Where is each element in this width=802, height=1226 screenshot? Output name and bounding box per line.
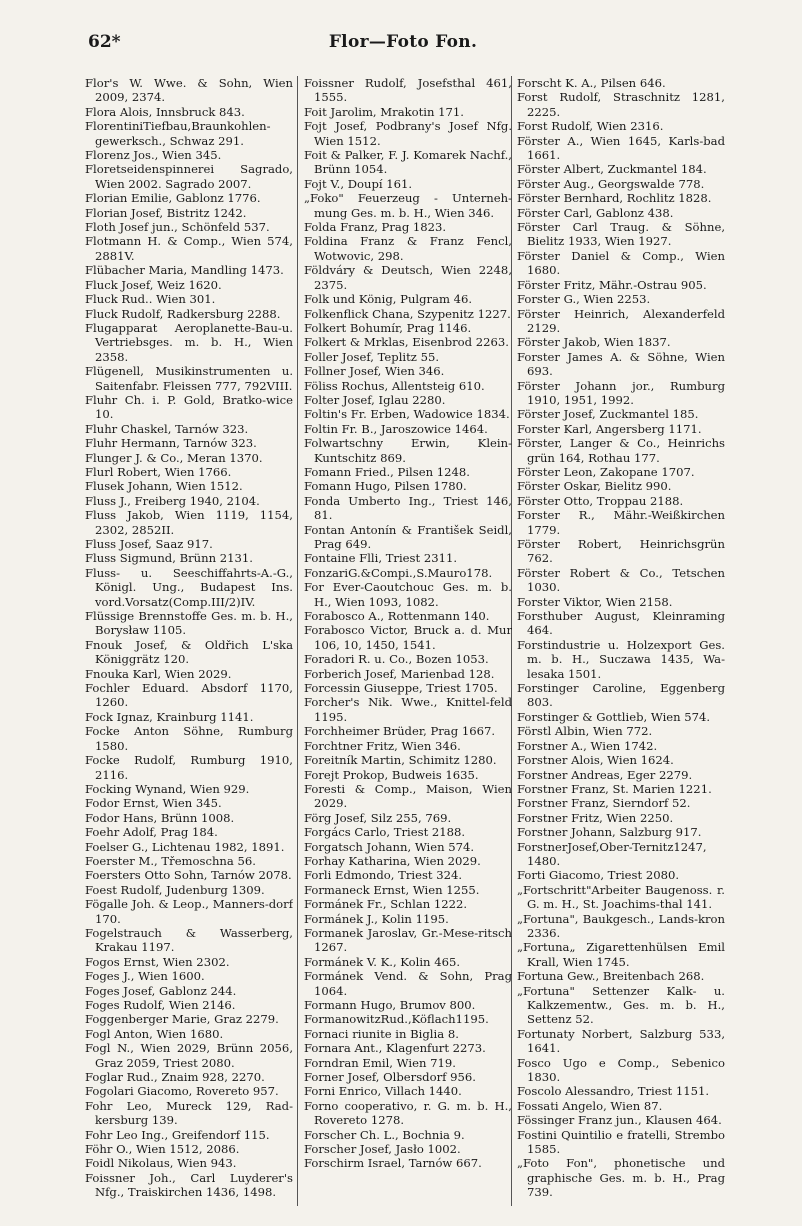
directory-entry: Forster G., Wien 2253. — [517, 292, 651, 307]
directory-entry: Forstner Fritz, Wien 2250. — [517, 810, 674, 825]
directory-entry: Forno cooperativo, r. G. m. b. H., Rovereto 1278. — [304, 1098, 512, 1128]
directory-entry: Forst Rudolf, Wien 2316. — [517, 119, 664, 134]
directory-entry: Forstner Alois, Wien 1624. — [517, 753, 674, 768]
directory-entry: Förster Johann jor., Rumburg 1910, 1951, 1992. — [517, 378, 725, 407]
directory-entry: Formánek Fr., Schlan 1222. — [304, 897, 468, 912]
directory-entry: Foglar Rud., Znaim 928, 2270. — [85, 1070, 265, 1085]
directory-entry: Forscher Josef, Jasło 1002. — [304, 1142, 461, 1157]
directory-entry: Fössinger Franz jun., Klausen 464. — [517, 1113, 722, 1128]
column-1 — [85, 76, 293, 1206]
directory-entry: Foidl Nikolaus, Wien 943. — [85, 1156, 237, 1171]
directory-entry: Fodor Ernst, Wien 345. — [85, 796, 222, 811]
directory-entry: Foit & Palker, F. J. Komarek Nachf., Brünn 1054. — [304, 148, 512, 177]
directory-entry: Förster Aug., Georgswalde 778. — [517, 176, 705, 191]
directory-entry: Forni Enrico, Villach 1440. — [304, 1084, 462, 1099]
directory-entry: Fluck Josef, Weiz 1620. — [85, 277, 222, 292]
directory-entry: Förster Daniel & Comp., Wien 1680. — [517, 248, 725, 278]
directory-entry: Foltin Fr. B., Jaroszowice 1464. — [304, 421, 488, 436]
directory-entry: ForstnerJosef,Ober-Ternitz1247, 1480. — [517, 839, 707, 868]
directory-entry: Forscher Ch. L., Bochnia 9. — [304, 1127, 465, 1142]
directory-entry: Fogos Ernst, Wien 2302. — [85, 954, 230, 969]
directory-entry: Förster Fritz, Mähr.-Ostrau 905. — [517, 277, 707, 292]
page-title: Flor—Foto Fon. — [328, 32, 478, 52]
directory-entry: Forti Giacomo, Triest 2080. — [517, 868, 680, 883]
directory-entry: Fluhr Hermann, Tarnów 323. — [85, 436, 257, 451]
directory-entry: Förster Robert & Co., Tetschen 1030. — [517, 565, 725, 595]
directory-entry: Foldina Franz & Franz Fencl, Wotwovic, 298. — [304, 234, 512, 263]
directory-entry: Forchheimer Brüder, Prag 1667. — [304, 724, 496, 739]
directory-entry: Folda Franz, Prag 1823. — [304, 220, 447, 235]
directory-entry: Forstinger & Gottlieb, Wien 574. — [517, 709, 711, 724]
directory-entry: Fohr Leo Ing., Greifendorf 115. — [85, 1127, 270, 1142]
directory-entry: Fluss J., Freiberg 1940, 2104. — [85, 493, 260, 508]
directory-entry: Flüssige Brennstoffe Ges. m. b. H., Borysław 1105. — [85, 609, 293, 638]
directory-entry: Förster Otto, Troppau 2188. — [517, 493, 684, 508]
directory-entry: Fohr Leo, Mureck 129, Rad-kersburg 139. — [85, 1098, 293, 1128]
directory-entry: Förster Carl, Gablonz 438. — [517, 205, 674, 220]
directory-entry: Florian Emilie, Gablonz 1776. — [85, 191, 261, 206]
directory-entry: Fluss Josef, Saaz 917. — [85, 537, 213, 551]
directory-entry: Forschirm Israel, Tarnów 667. — [304, 1156, 482, 1171]
directory-entry: Fock Ignaz, Krainburg 1141. — [85, 709, 254, 724]
directory-entry: Fogl Anton, Wien 1680. — [85, 1026, 224, 1041]
directory-entry: Fnouk Josef, & Oldřich L'ska Königgrätz 120. — [85, 637, 293, 667]
directory-entry: Foest Rudolf, Judenburg 1309. — [85, 882, 265, 897]
directory-entry: Folk und König, Pulgram 46. — [304, 292, 473, 307]
directory-entry: Florian Josef, Bistritz 1242. — [85, 205, 247, 220]
directory-entry: Fluck Rud.. Wien 301. — [85, 292, 216, 307]
directory-entry: Forgács Carlo, Triest 2188. — [304, 825, 466, 840]
directory-entry: Fosco Ugo e Comp., Sebenico 1830. — [517, 1055, 725, 1085]
directory-entry: „Foto Fon", phonetische und graphische Ges. m. b. H., Prag 739. — [517, 1156, 725, 1200]
directory-entry: Forstner A., Wien 1742. — [517, 738, 658, 753]
directory-entry: Foissner Rudolf, Josefsthal 461, 1555. — [304, 76, 512, 105]
directory-entry: Fomann Fried., Pilsen 1248. — [304, 464, 470, 479]
directory-entry: Fluck Rudolf, Radkersburg 2288. — [85, 306, 281, 321]
directory-entry: Förster, Langer & Co., Heinrichs grün 164, Rothau 177. — [517, 436, 725, 465]
directory-entry: Forcessin Giuseppe, Triest 1705. — [304, 681, 498, 696]
directory-entry: Fomann Hugo, Pilsen 1780. — [304, 479, 467, 494]
directory-entry: Forster R., Mähr.-Weißkirchen 1779. — [517, 508, 725, 537]
directory-entry: Fogolari Giacomo, Rovereto 957. — [85, 1084, 279, 1099]
directory-entry: FormanowitzRud.,Köflach1195. — [304, 1012, 489, 1027]
directory-entry: Foit Jarolim, Mrakotin 171. — [304, 104, 464, 119]
directory-entry: Folkenflick Chana, Szypenitz 1227. — [304, 306, 511, 321]
directory-entry: Follner Josef, Wien 346. — [304, 364, 445, 379]
directory-entry: Folkert & Mrklas, Eisenbrod 2263. — [304, 335, 509, 350]
directory-entry: Folwartschny Erwin, Klein-Kuntschitz 869. — [304, 436, 512, 465]
directory-entry: Flora Alois, Innsbruck 843. — [85, 104, 245, 119]
directory-entry: Forscht K. A., Pilsen 646. — [517, 76, 666, 90]
directory-entry: Forejt Prokop, Budweis 1635. — [304, 767, 479, 782]
page-header — [88, 32, 718, 54]
directory-entry: Forst Rudolf, Straschnitz 1281, 2225. — [517, 90, 725, 119]
directory-entry: Förster A., Wien 1645, Karls-bad 1661. — [517, 133, 725, 163]
directory-entry: Formánek V. K., Kolin 465. — [304, 954, 461, 969]
directory-entry: Förstl Albin, Wien 772. — [517, 724, 653, 739]
directory-entry: Forstner Andreas, Eger 2279. — [517, 767, 693, 782]
directory-entry: Focke Anton Söhne, Rumburg 1580. — [85, 724, 293, 753]
directory-entry: Flunger J. & Co., Meran 1370. — [85, 450, 263, 465]
directory-entry: Fojt V., Doupí 161. — [304, 176, 413, 191]
directory-entry: Forcher's Nik. Wwe., Knittel-feld 1195. — [304, 695, 512, 724]
directory-entry: Fluhr Ch. i. P. Gold, Bratko-wice 10. — [85, 392, 293, 422]
directory-entry: Förg Josef, Silz 255, 769. — [304, 810, 452, 825]
directory-entry: Formaneck Ernst, Wien 1255. — [304, 882, 480, 897]
directory-entry: Foges J., Wien 1600. — [85, 969, 205, 984]
directory-columns — [85, 76, 725, 1206]
directory-entry: Floth Josef jun., Schönfeld 537. — [85, 220, 270, 235]
directory-entry: Forhay Katharina, Wien 2029. — [304, 853, 481, 868]
directory-entry: Floretseidenspinnerei Sagrado, Wien 2002. Sagrado 2007. — [85, 162, 293, 191]
directory-entry: Forster James A. & Söhne, Wien 693. — [517, 349, 725, 379]
directory-entry: Fortunaty Norbert, Salzburg 533, 1641. — [517, 1026, 725, 1056]
directory-entry: Fnouka Karl, Wien 2029. — [85, 666, 232, 681]
directory-entry: Formann Hugo, Brumov 800. — [304, 998, 476, 1012]
directory-entry: Fogelstrauch & Wasserberg, Krakau 1197. — [85, 925, 293, 955]
directory-entry: Foelser G., Lichtenau 1982, 1891. — [85, 839, 285, 854]
directory-entry: Flotmann H. & Comp., Wien 574, 2881V. — [85, 234, 293, 263]
directory-entry: FlorentiniTiefbau,Braunkohlen-gewerksch., Schwaz 291. — [85, 119, 271, 148]
directory-entry: Fornaci riunite in Biglia 8. — [304, 1026, 459, 1041]
directory-entry: Fogl N., Wien 2029, Brünn 2056, Graz 2059, Triest 2080. — [85, 1041, 293, 1070]
directory-entry: Foller Josef, Teplitz 55. — [304, 349, 440, 364]
directory-entry: Flugapparat Aeroplanette-Bau-u. Vertriebsges. m. b. H., Wien 2358. — [85, 320, 293, 364]
directory-entry: Fossati Angelo, Wien 87. — [517, 1098, 663, 1113]
directory-entry: Foges Rudolf, Wien 2146. — [85, 998, 236, 1012]
directory-entry: Folkert Bohumír, Prag 1146. — [304, 320, 472, 335]
directory-entry: „Fortuna", Baukgesch., Lands-kron 2336. — [517, 911, 725, 940]
directory-entry: Forner Josef, Olbersdorf 956. — [304, 1070, 476, 1085]
directory-entry: Flügenell, Musikinstrumenten u. Saitenfabr. Fleissen 777, 792VIII. — [85, 364, 293, 393]
directory-entry: Forberich Josef, Marienbad 128. — [304, 666, 495, 681]
directory-entry: Förster Oskar, Bielitz 990. — [517, 479, 672, 494]
directory-entry: Forgatsch Johann, Wien 574. — [304, 839, 475, 854]
directory-entry: Förster Albert, Zuckmantel 184. — [517, 162, 707, 177]
directory-entry: Foersters Otto Sohn, Tarnów 2078. — [85, 868, 292, 883]
directory-entry: Fonda Umberto Ing., Triest 146, 81. — [304, 493, 512, 523]
directory-entry: Foradori R. u. Co., Bozen 1053. — [304, 652, 489, 667]
directory-entry: „Fortuna„ Zigarettenhülsen Emil Krall, Wien 1745. — [517, 940, 725, 969]
directory-entry: Focke Rudolf, Rumburg 1910, 2116. — [85, 753, 293, 782]
directory-entry: „Fortuna" Settenzer Kalk- u. Kalkzementw., Ges. m. b. H., Settenz 52. — [517, 983, 725, 1027]
directory-entry: Fojt Josef, Podbrany's Josef Nfg. Wien 1512. — [304, 119, 512, 148]
directory-entry: Föliss Rochus, Allentsteig 610. — [304, 378, 485, 393]
directory-entry: Forstner Johann, Salzburg 917. — [517, 825, 702, 840]
directory-entry: Fontan Antonín & František Seidl, Prag 649. — [304, 522, 512, 551]
directory-entry: „Fortschritt"Arbeiter Baugenoss. r. G. m. H., St. Joachims-thal 141. — [517, 882, 725, 912]
directory-entry: Foggenberger Marie, Graz 2279. — [85, 1012, 279, 1027]
directory-entry: For Ever-Caoutchouc Ges. m. b. H., Wien 1093, 1082. — [304, 580, 512, 609]
directory-entry: Formánek Vend. & Sohn, Prag 1064. — [304, 969, 512, 998]
directory-entry: Forster Viktor, Wien 2158. — [517, 594, 673, 609]
directory-entry: Forli Edmondo, Triest 324. — [304, 868, 463, 883]
directory-entry: Foresti & Comp., Maison, Wien 2029. — [304, 781, 512, 811]
directory-entry: Fluss Jakob, Wien 1119, 1154, 2302, 2852II. — [85, 508, 293, 537]
directory-entry: Foerster M., Třemoschna 56. — [85, 853, 256, 868]
directory-entry: Förster Robert, Heinrichsgrün 762. — [517, 537, 725, 566]
directory-entry: Florenz Jos., Wien 345. — [85, 148, 222, 163]
directory-entry: Fluhr Chaskel, Tarnów 323. — [85, 421, 249, 436]
directory-entry: Fluss Sigmund, Brünn 2131. — [85, 551, 253, 566]
directory-entry: Forstner Franz, Sierndorf 52. — [517, 796, 691, 811]
directory-entry: Foscolo Alessandro, Triest 1151. — [517, 1084, 710, 1099]
directory-entry: Földváry & Deutsch, Wien 2248, 2375. — [304, 263, 512, 292]
directory-entry: Flusek Johann, Wien 1512. — [85, 479, 243, 494]
directory-entry: Fontaine Flli, Triest 2311. — [304, 551, 458, 566]
directory-entry: Fluss- u. Seeschiffahrts-A.-G., Königl. Ung., Budapest Ins. vord.Vorsatz(Comp.III/2)IV. — [85, 565, 293, 609]
directory-entry: Forabosco A., Rottenmann 140. — [304, 609, 490, 624]
directory-entry: Forndran Emil, Wien 719. — [304, 1055, 456, 1070]
directory-entry: Förster Josef, Zuckmantel 185. — [517, 407, 699, 422]
directory-entry: Foges Josef, Gablonz 244. — [85, 983, 237, 998]
directory-entry: Forabosco Victor, Bruck a. d. Mur 106, 10, 1450, 1541. — [304, 623, 512, 652]
page-number: 62* — [88, 32, 121, 52]
directory-entry: Fögalle Joh. & Leop., Manners-dorf 170. — [85, 897, 293, 926]
directory-entry: Förster Heinrich, Alexanderfeld 2129. — [517, 306, 725, 335]
directory-entry: Forchtner Fritz, Wien 346. — [304, 738, 461, 753]
directory-entry: Foreitník Martin, Schimitz 1280. — [304, 753, 497, 768]
directory-entry: Forstinger Caroline, Eggenberg 803. — [517, 681, 725, 710]
directory-entry: Förster Jakob, Wien 1837. — [517, 335, 671, 350]
directory-entry: FonzariG.&Compi.,S.Mauro178. — [304, 565, 493, 580]
directory-entry: Förster Bernhard, Rochlitz 1828. — [517, 191, 712, 206]
directory-entry: Focking Wynand, Wien 929. — [85, 781, 250, 796]
directory-entry: Förster Leon, Zakopane 1707. — [517, 464, 695, 479]
directory-entry: Formanek Jaroslav, Gr.-Mese-ritsch 1267. — [304, 925, 512, 955]
column-2 — [304, 76, 512, 1206]
directory-entry: Flurl Robert, Wien 1766. — [85, 464, 232, 479]
directory-entry: Foltin's Fr. Erben, Wadowice 1834. — [304, 407, 510, 422]
directory-entry: „Foko" Feuerzeug - Unterneh-mung Ges. m. b. H., Wien 346. — [304, 191, 512, 220]
directory-entry: Flor's W. Wwe. & Sohn, Wien 2009, 2374. — [85, 76, 293, 105]
directory-entry: Forstner Franz, St. Marien 1221. — [517, 781, 712, 796]
directory-entry: Forstindustrie u. Holzexport Ges. m. b. H., Suczawa 1435, Wa-lesaka 1501. — [517, 637, 725, 681]
directory-entry: Forster Karl, Angersberg 1171. — [517, 421, 702, 436]
directory-entry: Formánek J., Kolin 1195. — [304, 911, 449, 926]
directory-entry: Fostini Quintilio e fratelli, Strembo 1585. — [517, 1127, 725, 1157]
directory-entry: Föhr O., Wien 1512, 2086. — [85, 1142, 240, 1157]
directory-entry: Fornara Ant., Klagenfurt 2273. — [304, 1041, 486, 1056]
directory-entry: Folter Josef, Iglau 2280. — [304, 392, 446, 407]
directory-entry: Foehr Adolf, Prag 184. — [85, 825, 218, 840]
directory-entry: Forsthuber August, Kleinraming 464. — [517, 609, 725, 638]
directory-entry: Fochler Eduard. Absdorf 1170, 1260. — [85, 681, 293, 710]
directory-entry: Foissner Joh., Carl Luyderer's Nfg., Traiskirchen 1436, 1498. — [85, 1170, 293, 1200]
directory-entry: Flübacher Maria, Mandling 1473. — [85, 263, 284, 278]
column-3 — [517, 76, 725, 1206]
directory-entry: Fodor Hans, Brünn 1008. — [85, 810, 235, 825]
directory-entry: Fortuna Gew., Breitenbach 268. — [517, 969, 705, 984]
directory-entry: Förster Carl Traug. & Söhne, Bielitz 1933, Wien 1927. — [517, 220, 725, 249]
